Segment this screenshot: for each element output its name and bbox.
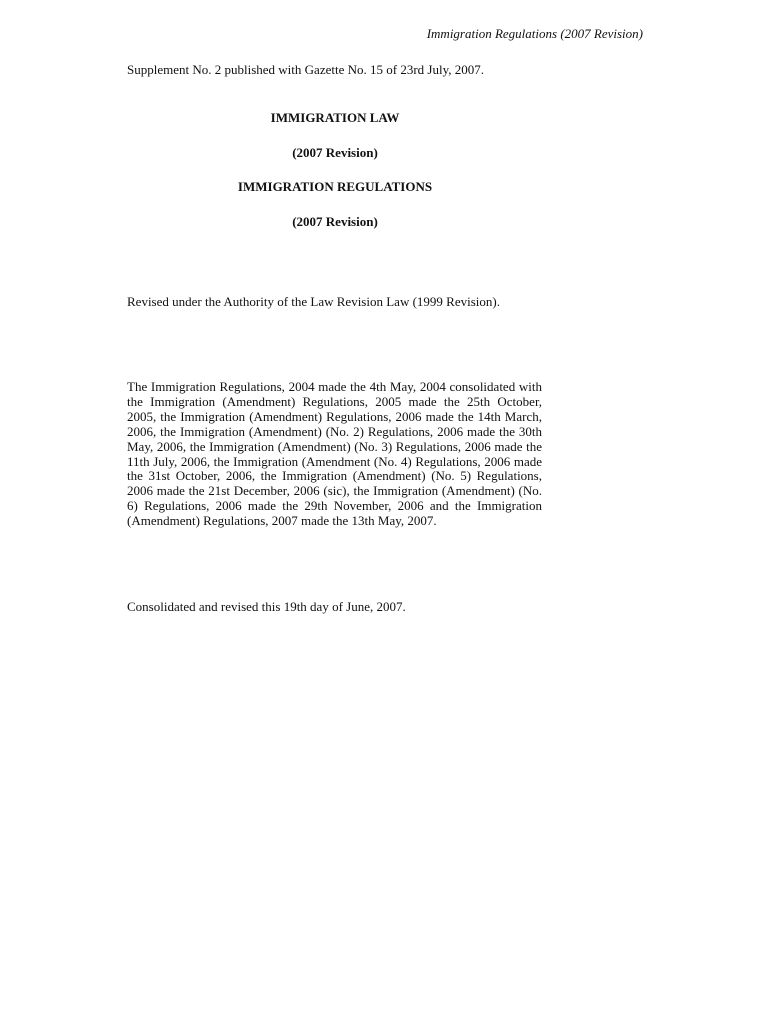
supplement-line: Supplement No. 2 published with Gazette No. 15 of 23rd July, 2007. — [127, 62, 484, 77]
consolidation-paragraph: The Immigration Regulations, 2004 made the 4th May, 2004 consolidated with the Immigration (Amendment) Regulations, 2005 made the 25th October, 2005, the Immigration (Amendment) Regulations, 2006 made the 14th March, 2006, the Immigration (Amendment) (No. 2) Regulations, 2006 made the 30th May, 2006, the Immigration (Amendment) (No. 3) Regulations, 2006 made the 11th July, 2006, the Immigration (Amendment (No. 4) Regulations, 2006 made the 31st October, 2006, the Immigration (Amendment) (No. 5) Regulations, 2006 made the 21st December, 2006 (sic), the Immigration (Amendment) (No. 6) Regulations, 2006 made the 29th November, 2006 and the Immigration (Amendment) Regulations, 2007 made the 13th May, 2007. — [127, 379, 542, 529]
consolidated-line: Consolidated and revised this 19th day of June, 2007. — [127, 599, 406, 614]
authority-line: Revised under the Authority of the Law Revision Law (1999 Revision). — [127, 294, 500, 309]
regulations-revision: (2007 Revision) — [292, 214, 378, 229]
law-title: IMMIGRATION LAW — [270, 110, 400, 125]
running-header: Immigration Regulations (2007 Revision) — [426, 26, 643, 41]
law-revision: (2007 Revision) — [292, 145, 378, 160]
regulations-title: IMMIGRATION REGULATIONS — [237, 179, 433, 194]
